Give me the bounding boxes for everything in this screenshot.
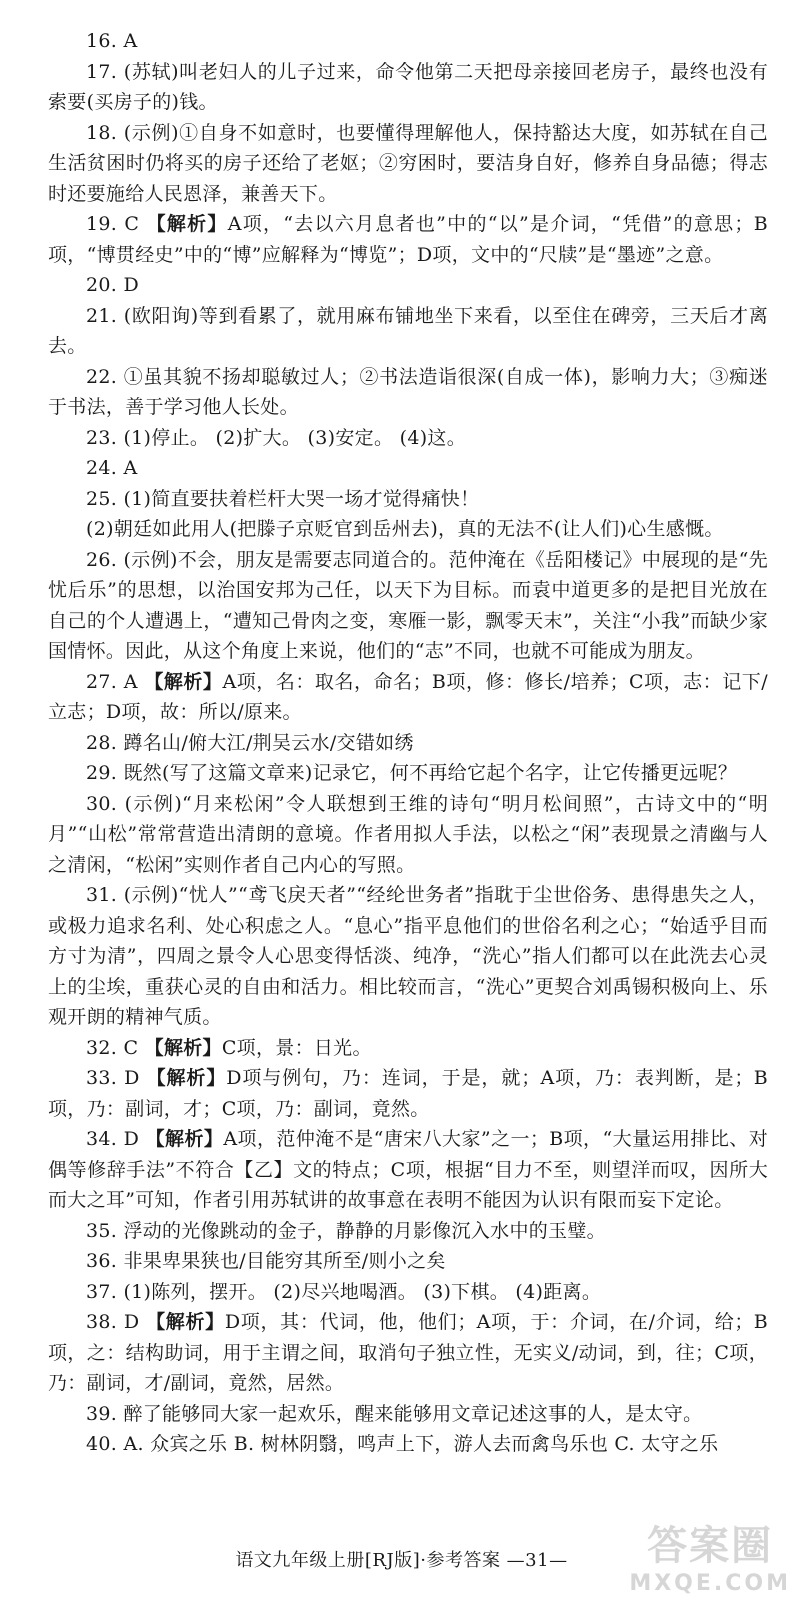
answer-item xyxy=(48,1246,768,1277)
answer-text: 36. 非果卑果狭也/目能穷其所至/则小之矣 xyxy=(86,1250,446,1272)
answer-text: 35. 浮动的光像跳动的金子，静静的月影像沉入水中的玉璧。 xyxy=(86,1219,606,1242)
answer-text: 24. A xyxy=(86,457,138,479)
analysis-tag: 【解析】 xyxy=(146,1311,225,1333)
answer-item xyxy=(48,118,768,210)
answer-item xyxy=(48,514,768,545)
watermark-text: 答案圈 xyxy=(647,1523,774,1569)
answer-item xyxy=(48,1277,768,1308)
answer-item xyxy=(48,1399,768,1430)
analysis-tag: 【解析】 xyxy=(146,213,228,235)
analysis-tag: 【解析】 xyxy=(146,1067,227,1089)
analysis-text: A项，范仲淹不是“唐宋八大家”之一；B项，“大量运用排比、对偶等修辞手法”不符合【乙】文的特点；C项，根据“目力不至，则望洋而叹，因所大而大之耳”可知，作者引用苏轼讲的故事意在表明不能因为认识有限而妄下定论。 xyxy=(48,1128,768,1211)
answer-item xyxy=(48,1063,768,1124)
answer-text: 25. (1)简直要扶着栏杆大哭一场才觉得痛快！ xyxy=(86,487,480,510)
answer-item xyxy=(48,667,768,728)
answer-item xyxy=(48,270,768,301)
analysis-text: A项，“去以六月息者也”中的“以”是介词，“凭借”的意思；B项，“博贯经史”中的“博”应解释为“博览”；D项，文中的“尺牍”是“墨迹”之意。 xyxy=(48,213,768,266)
analysis-tag: 【解析】 xyxy=(145,1128,224,1150)
answer-item xyxy=(48,1307,768,1399)
watermark-url: MXQE.COM xyxy=(629,1571,791,1596)
answer-item xyxy=(48,880,768,1033)
analysis-text: D项与例句，乃：连词，于是，就；A项，乃：表判断，是；B项，乃：副词，才；C项，乃：副词，竟然。 xyxy=(48,1067,768,1120)
answer-text: 32. C xyxy=(86,1036,145,1059)
answer-text: 29. 既然(写了这篇文章来)记录它，何不再给它起个名字，让它传播更远呢？ xyxy=(86,762,738,784)
answer-text: 19. C xyxy=(86,213,147,235)
answer-text: 31. (示例)“忧人”“鸢飞戾天者”“经纶世务者”指耽于尘世俗务、患得患失之人，或极力追求名利、处心积虑之人。“息心”指平息他们的世俗名利之心；“始适乎目而方寸为清”，四周之景令人心思变得恬淡、纯净，“洗心”指人们都可以在此洗去心灵上的尘埃，重获心灵的自由和活力。相比较而言，“洗心”更契合刘禹锡积极向上、乐观开朗的精神气质。 xyxy=(48,884,768,1028)
answer-item xyxy=(48,26,768,57)
answer-text: 18. (示例)①自身不如意时，也要懂得理解他人，保持豁达大度，如苏轼在自己生活贫困时仍将买的房子还给了老妪；②穷困时，要洁身自好，修养自身品德；得志时还要施给人民恩泽，兼善天下。 xyxy=(48,121,768,205)
answer-item xyxy=(48,1216,768,1247)
answer-text: 34. D xyxy=(86,1128,146,1150)
answer-text: 37. (1)陈列，摆开。 (2)尽兴地喝酒。 (3)下棋。 (4)距离。 xyxy=(86,1280,602,1303)
watermark-logo xyxy=(629,1514,791,1596)
answer-text: 21. (欧阳询)等到看累了，就用麻布铺地坐下来看，以至住在碑旁，三天后才离去。 xyxy=(48,304,768,357)
answer-text: 22. ①虽其貌不扬却聪敏过人；②书法造诣很深(自成一体)，影响力大；③痴迷于书法，善于学习他人长处。 xyxy=(48,365,768,418)
answer-text: 20. D xyxy=(86,274,139,296)
answer-item xyxy=(48,423,768,454)
answer-text: 17. (苏轼)叫老妇人的儿子过来，命令他第二天把母亲接回老房子，最终也没有索要(买房子的)钱。 xyxy=(48,60,768,113)
answer-item xyxy=(48,1124,768,1216)
analysis-tag: 【解析】 xyxy=(144,1036,222,1059)
answer-item xyxy=(48,209,768,270)
page-footer: 语文九年级上册[RJ版]·参考答案 —31— xyxy=(235,1550,568,1571)
answer-item xyxy=(48,1033,768,1064)
answer-text: 30. (示例)“月来松闲”令人联想到王维的诗句“明月松间照”，古诗文中的“明月”“山松”常常营造出清朗的意境。作者用拟人手法，以松之“闲”表现景之清幽与人之清闲，“松闲”实则作者自己内心的写照。 xyxy=(48,792,768,876)
answer-text: 40. A. 众宾之乐 B. 树林阴翳，鸣声上下，游人去而禽鸟乐也 C. 太守之乐 xyxy=(86,1433,719,1455)
answer-text: 39. 醉了能够同大家一起欢乐，醒来能够用文章记述这事的人，是太守。 xyxy=(86,1402,703,1425)
answer-item xyxy=(48,362,768,423)
answer-item xyxy=(48,758,768,789)
answer-text: (2)朝廷如此用人(把滕子京贬官到岳州去)，真的无法不(让人们)心生感慨。 xyxy=(86,518,724,540)
answer-item xyxy=(48,545,768,667)
answer-text: 27. A xyxy=(86,670,145,693)
answer-text: 26. (示例)不会，朋友是需要志同道合的。范仲淹在《岳阳楼记》中展现的是“先忧后乐”的思想，以治国安邦为己任，以天下为目标。而袁中道更多的是把目光放在自己的个人遭遇上，“遭知己骨肉之变，寒雁一影，飘零天末”，关注“小我”而缺少家国情怀。因此，从这个角度上来说，他们的“志”不同，也就不可能成为朋友。 xyxy=(48,548,768,662)
analysis-text: D项，其：代词，他，他们；A项，于：介词，在/介词，给；B项，之：结构助词，用于主谓之间，取消句子独立性，无实义/动词，到，往；C项，乃：副词，才/副词，竟然，居然。 xyxy=(48,1311,768,1394)
answer-item xyxy=(48,301,768,362)
answer-item xyxy=(48,484,768,515)
answer-text: 38. D xyxy=(86,1311,147,1333)
answer-item xyxy=(48,1429,768,1460)
answer-item xyxy=(48,728,768,759)
answer-item xyxy=(48,789,768,881)
analysis-tag: 【解析】 xyxy=(144,670,223,693)
analysis-text: A项，名：取名，命名；B项，修：修长/培养；C项，志：记下/立志；D项，故：所以/原来。 xyxy=(48,670,769,723)
answer-item xyxy=(48,57,768,118)
answer-text: 23. (1)停止。 (2)扩大。 (3)安定。 (4)这。 xyxy=(86,426,467,449)
answer-item xyxy=(48,453,768,484)
answer-text: 16. A xyxy=(86,30,138,52)
answer-text: 33. D xyxy=(86,1067,147,1089)
analysis-text: C项，景：日光。 xyxy=(221,1036,372,1059)
answer-text: 28. 蹲名山/俯大江/荆吴云水/交错如绣 xyxy=(86,731,414,754)
answer-list xyxy=(48,26,768,1460)
